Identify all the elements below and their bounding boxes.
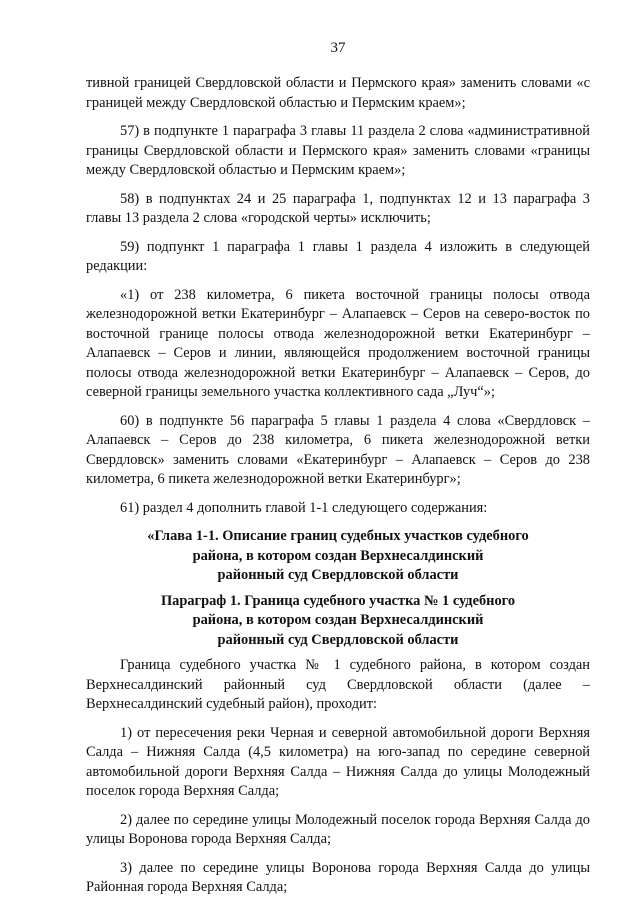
section-heading-line-2: района, в котором создан Верхнесалдинский	[192, 612, 484, 628]
paragraph-item-58: 58) в подпунктах 24 и 25 параграфа 1, подпунктах 12 и 13 параграфа 3 главы 13 раздела 2 слова «городской черты» исключить;	[86, 190, 590, 226]
paragraph-item-59: 59) подпункт 1 параграфа 1 главы 1 раздела 4 изложить в следующей редакции:	[86, 238, 590, 274]
paragraph-item-59-quote: «1) от 238 километра, 6 пикета восточной границы полосы отвода железнодорожной ветки Екатеринбург – Алапаевск – Серов на северо-восток по восточной границе полосы отвода железнодорожной ветки Екатеринбург – Алапаевск – Серов и линии, являющейся продолжением восточной границы полосы отвода железнодорожной ветки Екатеринбург – Алапаевск – Серов, до северной границы земельного участка коллективного сада „Луч“»;	[86, 286, 590, 400]
page-number: 37	[330, 40, 346, 56]
body-intro: Граница судебного участка № 1 судебного района, в котором создан Верхнесалдинский районный суд Свердловской области (далее – Верхнесалдинский судебный район), проходит:	[86, 657, 590, 712]
paragraph-item-57: 57) в подпункте 1 параграфа 3 главы 11 раздела 2 слова «административной границы Свердловской области и Пермского края» заменить словами «границы между Свердловской областью и Пермским краем»;	[86, 123, 590, 178]
chapter-heading	[86, 527, 590, 586]
body-item-2: 2) далее по середине улицы Молодежный поселок города Верхняя Салда до улицы Воронова города Верхняя Салда;	[86, 811, 590, 847]
body-item-3: 3) далее по середине улицы Воронова города Верхняя Салда до улицы Районная города Верхняя Салда;	[86, 859, 590, 895]
section-heading-line-3: районный суд Свердловской области	[217, 631, 459, 648]
section-heading	[86, 592, 590, 651]
section-heading-line-1: Параграф 1. Граница судебного участка № 1 судебного	[160, 592, 516, 609]
paragraph-continuation: тивной границей Свердловской области и Пермского края» заменить словами «с границей между Свердловской областью и Пермским краем»;	[86, 75, 590, 111]
body-item-1: 1) от пересечения реки Черная и северной автомобильной дороги Верхняя Салда – Нижняя Салда (4,5 километра) на юго-запад по середине северной автомобильной дороги Верхняя Салда – Нижняя Салда до улицы Молодежный поселок города Верхняя Салда;	[86, 724, 590, 799]
chapter-heading-line-1: «Глава 1-1. Описание границ судебных участков судебного	[147, 528, 529, 544]
chapter-heading-line-2: района, в котором создан Верхнесалдинский	[192, 547, 484, 564]
paragraph-item-60: 60) в подпункте 56 параграфа 5 главы 1 раздела 4 слова «Свердловск – Алапаевск – Серов до 238 километра, 6 пикета железнодорожной ветки Свердловск» заменить словами «Екатеринбург – Алапаевск – Серов до 238 километра, 6 пикета железнодорожной ветки Екатеринбург»;	[86, 412, 590, 487]
chapter-heading-line-3: районный суд Свердловской области	[217, 567, 459, 583]
paragraph-item-61: 61) раздел 4 дополнить главой 1-1 следующего содержания:	[120, 499, 488, 516]
